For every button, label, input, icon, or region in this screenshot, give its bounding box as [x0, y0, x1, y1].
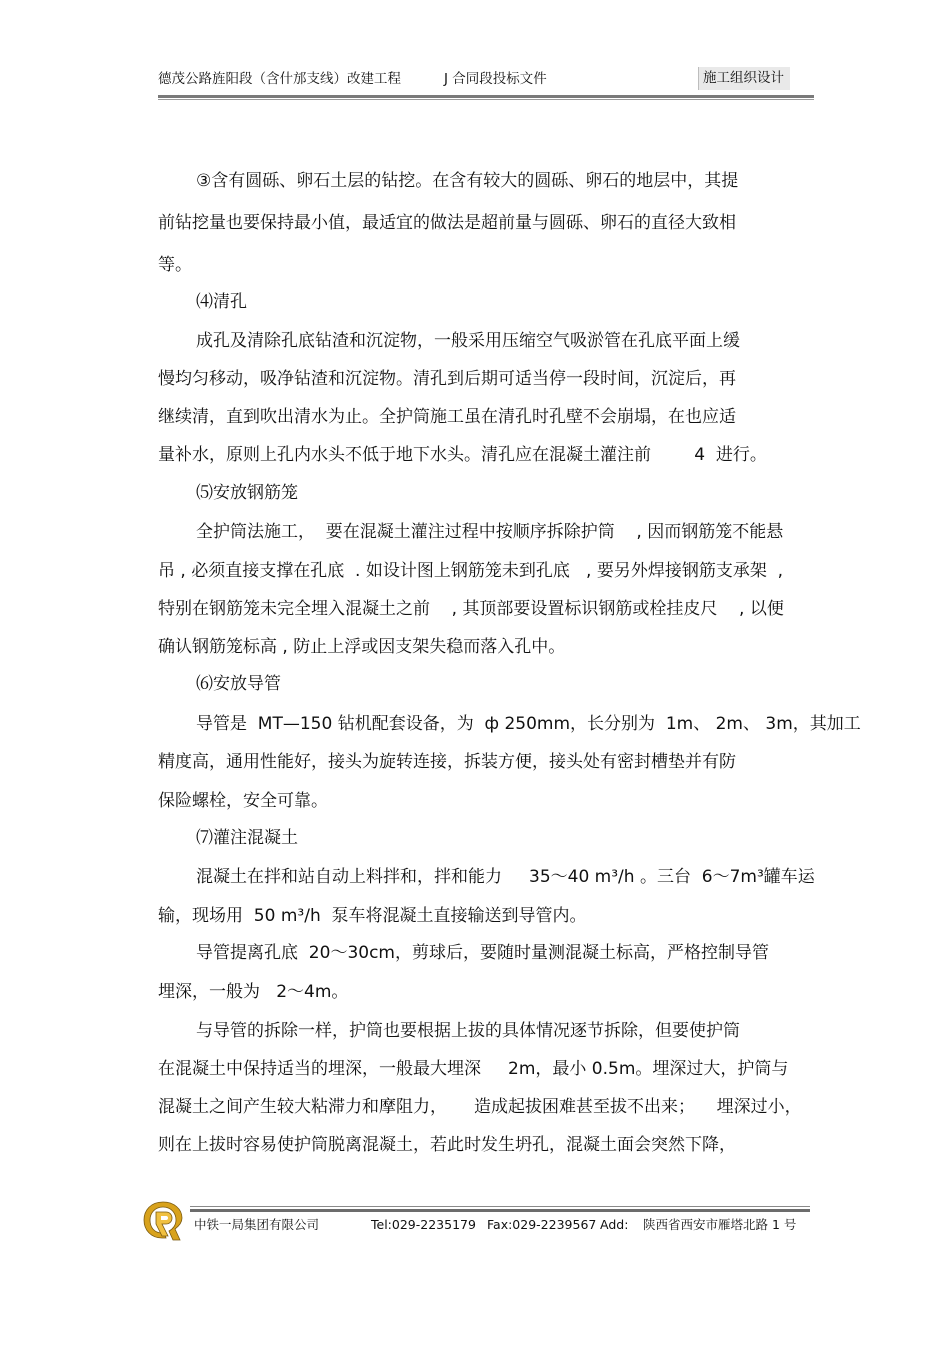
text-line: 埋深，一般为 2～4m。: [158, 982, 349, 1002]
header-project-name: 德茂公路旌阳段（含什邡支线）改建工程: [158, 71, 401, 87]
text-line: 慢均匀移动，吸净钻渣和沉淀物。清孔到后期可适当停一段时间，沉淀后，再: [158, 369, 736, 389]
text-line: 混凝土在拌和站自动上料拌和，拌和能力 35～40 m³/h 。三台 6～7m³罐车运: [196, 867, 815, 887]
text-line: 成孔及清除孔底钻渣和沉淀物，一般采用压缩空气吸淤管在孔底平面上缓: [196, 331, 740, 351]
text-line: 精度高，通用性能好，接头为旋转连接，拆装方便，接头处有密封槽垫并有防: [158, 752, 736, 772]
header-rule-thin: [158, 99, 814, 100]
text-line: 吊 , 必须直接支撑在孔底 . 如设计图上钢筋笼未到孔底 , 要另外焊接钢筋支承架 ,: [158, 561, 784, 581]
text-line: 全护筒法施工， 要在混凝土灌注过程中按顺序拆除护筒 , 因而钢筋笼不能悬: [196, 522, 784, 542]
header-contract-section: J 合同段投标文件: [444, 71, 547, 87]
section-heading: ⑷清孔: [196, 292, 247, 312]
text-line: 则在上拔时容易使护筒脱离混凝土，若此时发生坍孔，混凝土面会突然下降，: [158, 1135, 736, 1155]
company-logo-icon: [140, 1198, 186, 1244]
section-heading: ⑺灌注混凝土: [196, 828, 298, 848]
section-heading: ⑹安放导管: [196, 674, 281, 694]
footer-address: 陕西省西安市雁塔北路 1 号: [643, 1217, 797, 1232]
header-rule-thick: [158, 95, 814, 98]
page-header: [158, 70, 814, 96]
text-line: 导管提离孔底 20～30cm，剪球后，要随时量测混凝土标高，严格控制导管: [196, 943, 769, 963]
footer-address-label: Add:: [600, 1217, 629, 1232]
text-line: 等。: [158, 255, 192, 275]
text-line: 确认钢筋笼标高 , 防止上浮或因支架失稳而落入孔中。: [158, 637, 566, 657]
text-line: ③含有圆砾、卵石土层的钻挖。在含有较大的圆砾、卵石的地层中，其提: [196, 171, 739, 191]
text-line: 与导管的拆除一样，护筒也要根据上拔的具体情况逐节拆除，但要使护筒: [196, 1021, 740, 1041]
text-line: 在混凝土中保持适当的埋深，一般最大埋深 2m，最小 0.5m。埋深过大，护筒与: [158, 1059, 789, 1079]
text-line: 混凝土之间产生较大粘滞力和摩阻力， 造成起拔困难甚至拔不出来； 埋深过小，: [158, 1097, 802, 1117]
section-heading: ⑸安放钢筋笼: [196, 483, 298, 503]
header-document-section: 施工组织设计: [698, 67, 790, 90]
footer-tel: Tel:029-2235179: [371, 1217, 476, 1232]
text-line: 导管是 MT—150 钻机配套设备，为 ф 250mm，长分别为 1m、 2m、 3m，其加工: [196, 714, 861, 734]
text-line: 输，现场用 50 m³/h 泵车将混凝土直接输送到导管内。: [158, 906, 587, 926]
text-line: 特别在钢筋笼未完全埋入混凝土之前 , 其顶部要设置标识钢筋或栓挂皮尺 , 以便: [158, 599, 784, 619]
text-line: 继续清，直到吹出清水为止。全护筒施工虽在清孔时孔壁不会崩塌，在也应适: [158, 407, 736, 427]
footer-fax: Fax:029-2239567: [487, 1217, 597, 1232]
footer-rule-thick: [190, 1209, 810, 1212]
footer-rule-thin: [190, 1206, 810, 1207]
text-line: 前钻挖量也要保持最小值，最适宜的做法是超前量与圆砾、卵石的直径大致相: [158, 213, 736, 233]
footer-company: 中铁一局集团有限公司: [194, 1217, 320, 1232]
text-line: 保险螺栓，安全可靠。: [158, 791, 328, 811]
text-line: 量补水，原则上孔内水头不低于地下水头。清孔应在混凝土灌注前 4 进行。: [158, 445, 767, 465]
